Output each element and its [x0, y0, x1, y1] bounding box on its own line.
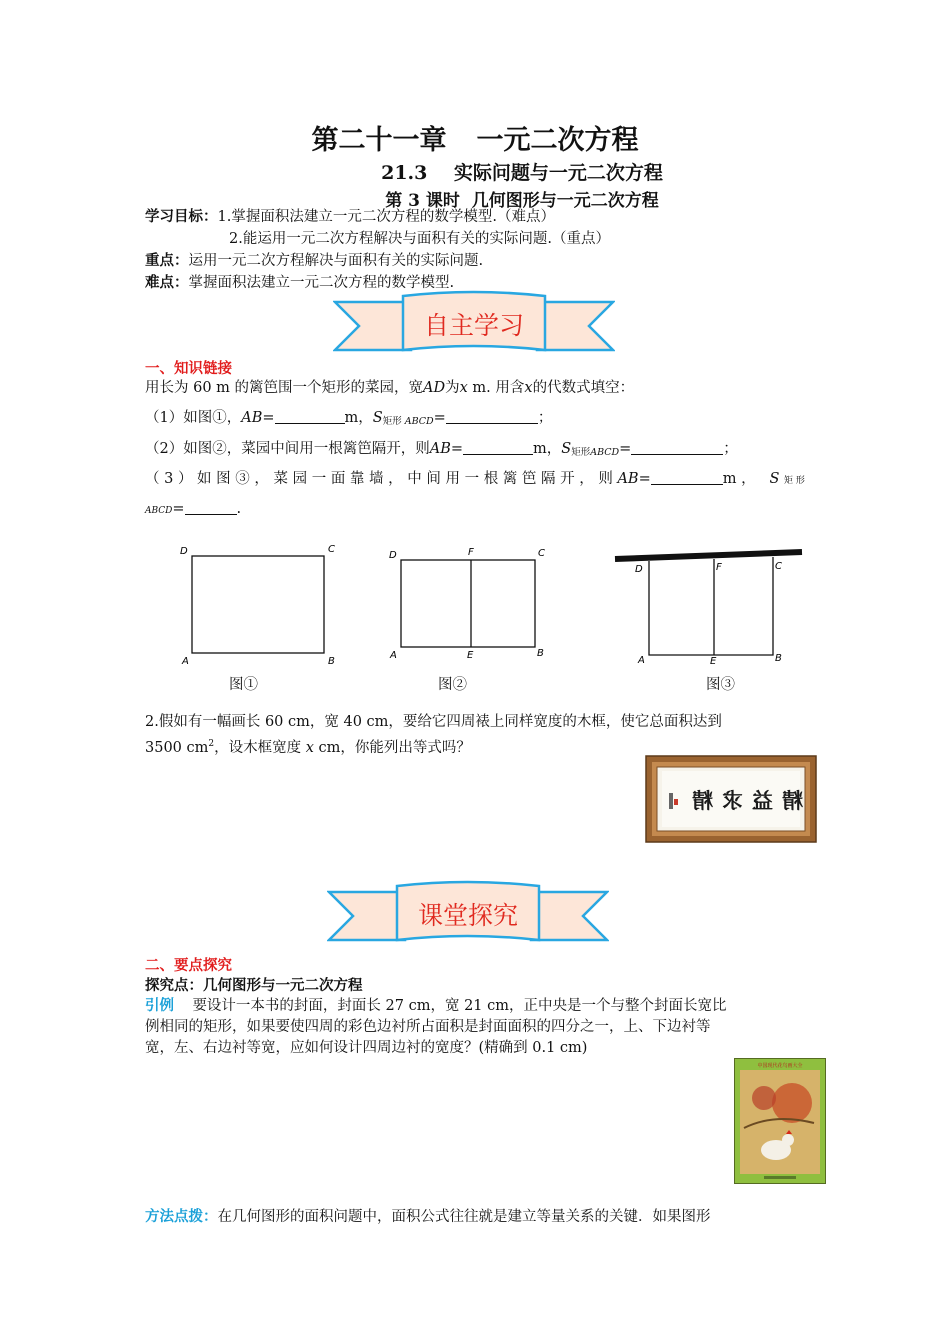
blank-q1-ab[interactable]: [275, 409, 345, 424]
fig2-label-d: D: [389, 550, 397, 561]
calligraphy-text: 精益求精: [683, 788, 803, 813]
banner-class-explore-text: 课堂探究: [417, 901, 519, 930]
chapter-name: 一元二次方程: [476, 125, 639, 156]
figure-2-caption: 图②: [438, 677, 467, 693]
fig3-label-e: E: [710, 656, 717, 667]
fence-intro: 用长为 60 m 的篱笆围一个矩形的菜园，宽AD为x m. 用含x的代数式填空：: [145, 380, 635, 396]
blank-q2-area[interactable]: [631, 440, 723, 455]
blank-q1-area[interactable]: [446, 409, 538, 424]
banner-self-study-text: 自主学习: [423, 311, 525, 340]
method-tip: [145, 1207, 711, 1227]
hard-text: 掌握面积法建立一元二次方程的数学模型.: [188, 275, 455, 291]
question-3: （ 3 ） 如 图 ③ ， 菜 园 一 面 靠 墙 ， 中 间 用 一 根 篱 笆 隔 开 ， 则 AB= m ， S 矩 形: [145, 471, 805, 487]
fig1-label-a: A: [182, 656, 189, 667]
question-3-cont: ABCD= .: [145, 501, 242, 517]
section2-heading: 二、要点探究: [145, 957, 232, 974]
fig2-label-a: A: [390, 650, 397, 661]
fig2-label-e: E: [467, 650, 474, 661]
figure-3-caption: 图③: [706, 677, 735, 693]
fig2-label-b: B: [537, 648, 544, 659]
fig3-label-f: F: [716, 562, 722, 573]
section1-heading: 一、知识链接: [145, 360, 232, 377]
section-title: [0, 158, 950, 185]
fig2-label-f: F: [468, 547, 474, 558]
lesson-name: 几何图形与一元二次方程: [471, 191, 659, 211]
lesson-label: 第 3 课时: [385, 191, 460, 211]
blank-q3-area[interactable]: [185, 500, 237, 515]
fig1-label-c: C: [328, 544, 335, 555]
key-text: 运用一元二次方程解决与面积有关的实际问题.: [188, 253, 484, 269]
figure-3: [612, 544, 812, 669]
fig2-label-c: C: [538, 548, 545, 559]
blank-q2-ab[interactable]: [463, 440, 533, 455]
fig3-label-a: A: [638, 655, 645, 666]
fig1-label-d: D: [180, 546, 188, 557]
chapter-title: [0, 118, 950, 157]
fig3-label-c: C: [775, 561, 782, 572]
banner-class-explore: [327, 880, 609, 950]
goal-line-1: [145, 207, 555, 227]
key-label: 重点：: [145, 252, 189, 269]
figure-1: [176, 540, 341, 670]
goals-label: 学习目标：: [145, 208, 218, 225]
key-point: [145, 251, 483, 271]
section2-subheading: 探究点：几何图形与一元二次方程: [145, 977, 363, 994]
hard-label: 难点：: [145, 274, 189, 291]
figure-1-caption: 图①: [229, 677, 258, 693]
chapter-label: 第二十一章: [311, 125, 447, 156]
fig1-label-b: B: [328, 656, 335, 667]
goal-1: 1.掌握面积法建立一元二次方程的数学模型.（难点）: [217, 209, 555, 225]
goal-line-2: [229, 229, 610, 249]
question-1: （1）如图①，AB= m，$S_{矩形 ABCD}=$ ；: [145, 410, 553, 427]
book-title: 中国现代花鸟画大全: [757, 1063, 803, 1069]
section-number: 21.3: [381, 162, 428, 184]
banner-self-study: [333, 290, 615, 360]
figure-2: [384, 542, 554, 667]
blank-q3-ab[interactable]: [651, 470, 723, 485]
fig3-label-b: B: [775, 653, 782, 664]
calligraphy-frame-image: [645, 755, 817, 843]
question-2: （2）如图②，菜园中间用一根篱笆隔开，则AB= m，$S_{矩形ABCD}=$ ；: [145, 441, 738, 458]
tip-text: 在几何图形的面积问题中，面积公式往往就是建立等量关系的关键．如果图形: [217, 1209, 711, 1225]
book-cover-image: [734, 1058, 826, 1184]
goal-2: 2.能运用一元二次方程解决与面积有关的实际问题.（重点）: [229, 231, 610, 247]
example-label: 引例: [145, 997, 174, 1014]
example-text: 引例 要设计一本书的封面，封面长 27 cm，宽 21 cm，正中央是一个与整个封面长宽比 例相同的矩形，如果要使四周的彩色边衬所占面积是封面面积的四分之一，上、下边衬等 宽，左、右边衬等宽，应如何设计四周边衬的宽度？(精确到 0.1 cm): [145, 997, 727, 1056]
section-name: 实际问题与一元二次方程: [453, 162, 663, 184]
tip-label: 方法点拨：: [145, 1208, 218, 1225]
problem-2-line-2: 3500 $cm^2$，设木框宽度 x cm，你能列出等式吗？: [145, 739, 471, 756]
problem-2-line-1: 2.假如有一幅画长 60 cm，宽 40 cm，要给它四周裱上同样宽度的木框，使它总面积达到: [145, 714, 722, 730]
fig3-label-d: D: [635, 564, 643, 575]
